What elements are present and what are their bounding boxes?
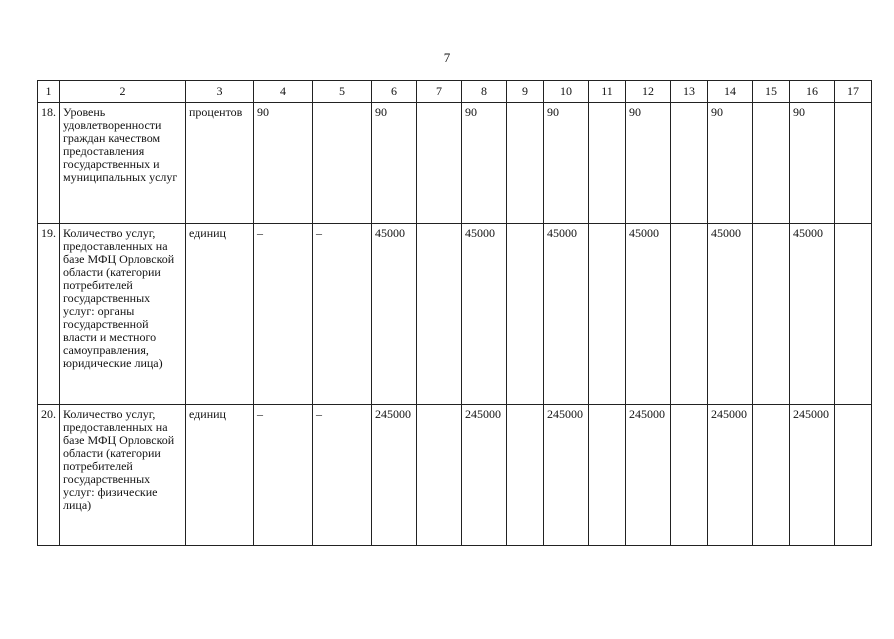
unit-cell: процентов	[186, 103, 254, 224]
value-cell	[835, 103, 872, 224]
value-cell: 90	[254, 103, 313, 224]
value-cell	[589, 405, 626, 546]
column-number-header: 9	[507, 81, 544, 103]
table-row	[38, 224, 872, 405]
table-header-row	[38, 81, 872, 103]
value-cell	[671, 405, 708, 546]
value-cell: 45000	[372, 224, 417, 405]
value-cell: –	[313, 224, 372, 405]
value-cell	[671, 103, 708, 224]
column-number-header: 11	[589, 81, 626, 103]
value-cell: 45000	[626, 224, 671, 405]
value-cell	[313, 103, 372, 224]
column-number-header: 16	[790, 81, 835, 103]
indicator-name: Уровень удовлетворенности граждан качеством предоставления государственных и муниципальных услуг	[60, 103, 186, 224]
value-cell	[507, 405, 544, 546]
value-cell	[417, 405, 462, 546]
value-cell: 90	[790, 103, 835, 224]
indicator-name: Количество услуг, предоставленных на базе МФЦ Орловской области (категории потребителей государственных услуг: физические лица)	[60, 405, 186, 546]
column-number-header: 5	[313, 81, 372, 103]
value-cell: 90	[462, 103, 507, 224]
value-cell: 45000	[708, 224, 753, 405]
value-cell	[753, 224, 790, 405]
value-cell	[507, 103, 544, 224]
column-number-header: 8	[462, 81, 507, 103]
column-number-header: 3	[186, 81, 254, 103]
column-number-header: 14	[708, 81, 753, 103]
column-number-header: 1	[38, 81, 60, 103]
value-cell: –	[254, 224, 313, 405]
value-cell: –	[313, 405, 372, 546]
value-cell: 245000	[462, 405, 507, 546]
value-cell	[589, 224, 626, 405]
value-cell: 245000	[626, 405, 671, 546]
value-cell	[835, 405, 872, 546]
value-cell: 45000	[544, 224, 589, 405]
table-row	[38, 405, 872, 546]
value-cell	[589, 103, 626, 224]
column-number-header: 12	[626, 81, 671, 103]
column-number-header: 13	[671, 81, 708, 103]
row-number: 20.	[38, 405, 60, 546]
indicators-table	[37, 80, 872, 546]
value-cell	[671, 224, 708, 405]
row-number: 19.	[38, 224, 60, 405]
value-cell: 245000	[544, 405, 589, 546]
value-cell: 90	[372, 103, 417, 224]
column-number-header: 7	[417, 81, 462, 103]
table-row	[38, 103, 872, 224]
row-number: 18.	[38, 103, 60, 224]
column-number-header: 2	[60, 81, 186, 103]
value-cell	[835, 224, 872, 405]
value-cell	[417, 103, 462, 224]
column-number-header: 15	[753, 81, 790, 103]
column-number-header: 4	[254, 81, 313, 103]
value-cell: –	[254, 405, 313, 546]
indicator-name: Количество услуг, предоставленных на базе МФЦ Орловской области (категории потребителей государственных услуг: органы государственной власти и местного самоуправления, юридические лица)	[60, 224, 186, 405]
value-cell	[417, 224, 462, 405]
value-cell: 245000	[372, 405, 417, 546]
value-cell: 90	[544, 103, 589, 224]
value-cell: 90	[626, 103, 671, 224]
value-cell: 45000	[462, 224, 507, 405]
page-number: 7	[443, 50, 451, 65]
value-cell: 245000	[708, 405, 753, 546]
unit-cell: единиц	[186, 405, 254, 546]
value-cell	[753, 103, 790, 224]
value-cell	[507, 224, 544, 405]
column-number-header: 6	[372, 81, 417, 103]
value-cell	[753, 405, 790, 546]
value-cell: 245000	[790, 405, 835, 546]
column-number-header: 10	[544, 81, 589, 103]
column-number-header: 17	[835, 81, 872, 103]
value-cell: 90	[708, 103, 753, 224]
value-cell: 45000	[790, 224, 835, 405]
unit-cell: единиц	[186, 224, 254, 405]
